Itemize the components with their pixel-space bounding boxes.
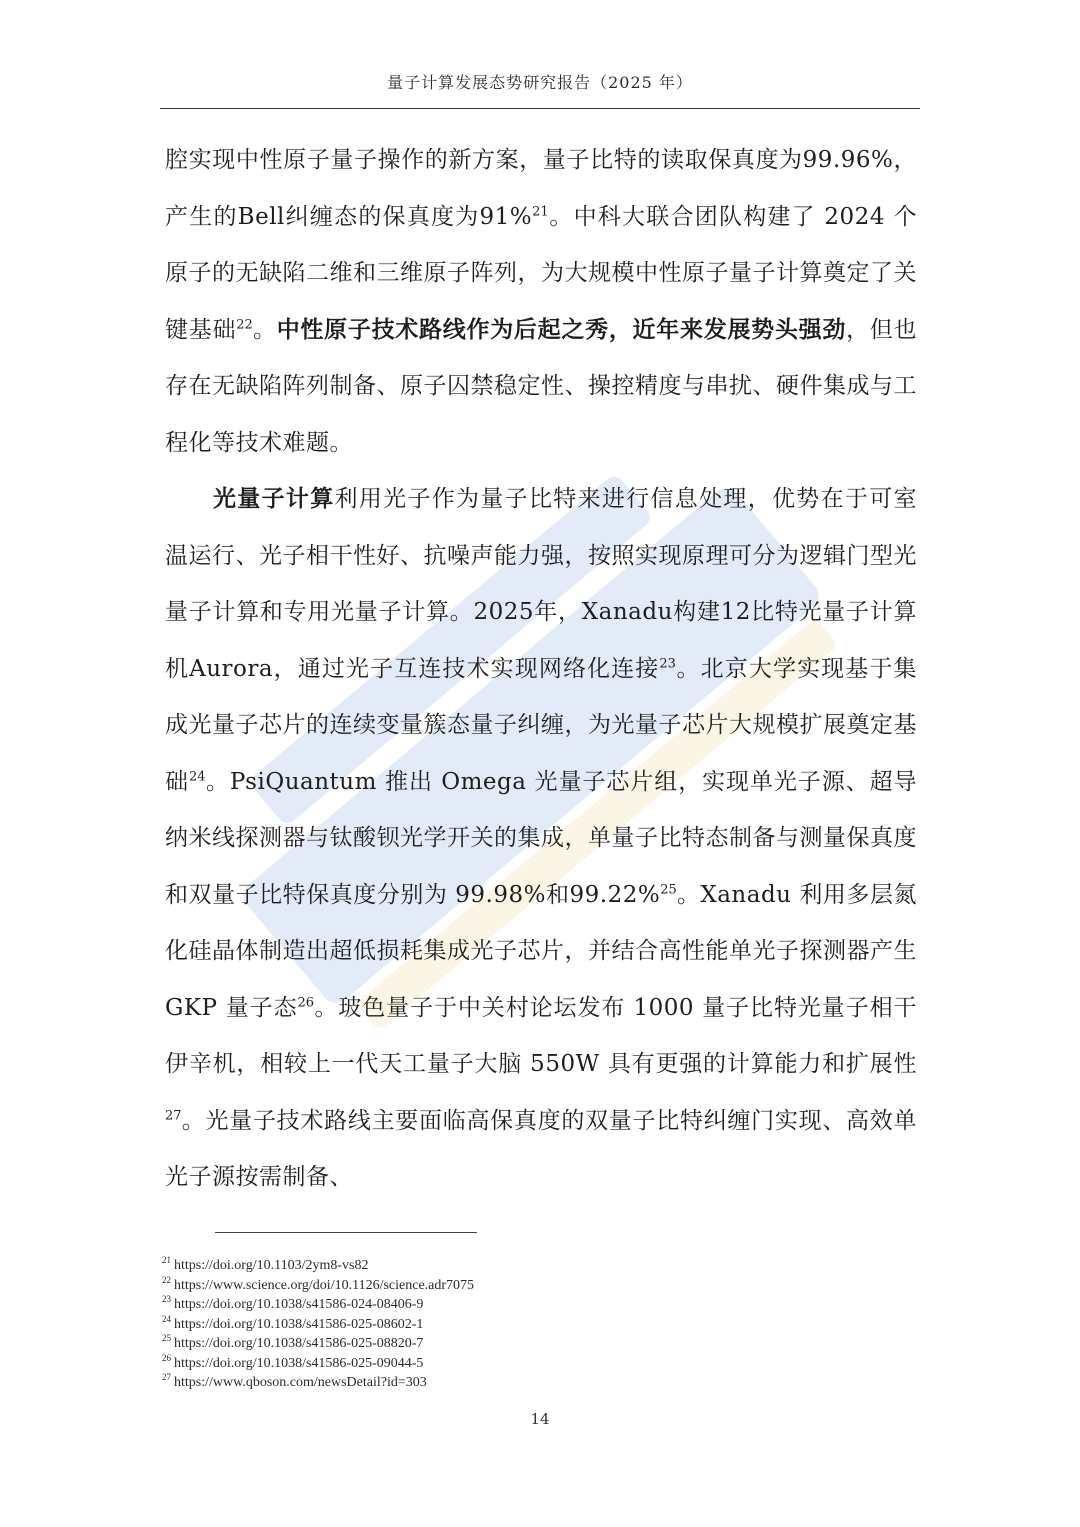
paragraph <box>165 132 917 471</box>
footnote-item <box>162 1276 474 1296</box>
footnote-rule <box>215 1232 477 1233</box>
footnote-ref: 22 <box>236 316 253 332</box>
header-rule <box>160 108 920 109</box>
footnote-link[interactable]: https://www.science.org/doi/10.1126/science.adr7075 <box>174 1277 475 1293</box>
text-run: 腔实现中性原子量子操作的新方案，量子比特的读取保真度为99.96%，产生的Bell纠缠态的保真度为91% <box>165 147 917 230</box>
text-run: 。 <box>252 316 277 343</box>
footnote-number: 21 <box>162 1255 171 1266</box>
footnote-ref: 25 <box>660 881 677 897</box>
bold-phrase: 中性原子技术路线作为后起之秀，近年来发展势头强劲 <box>276 316 847 343</box>
footnote-ref: 27 <box>165 1107 182 1123</box>
footnote-item <box>162 1334 474 1354</box>
text-run: 利用光子作为量子比特来进行信息处理，优势在于可室温运行、光子相干性好、抗噪声能力强，按照实现原理可分为逻辑门型光量子计算和专用光量子计算。2025年，Xanadu构建12比特光量子计算机Aurora，通过光子互连技术实现网络化连接 <box>165 486 918 682</box>
footnote-number: 22 <box>162 1274 171 1285</box>
footnote-item <box>162 1354 474 1374</box>
footnote-item <box>162 1373 474 1393</box>
footnote-item <box>162 1295 474 1315</box>
footnotes <box>162 1256 474 1393</box>
bold-phrase: 光量子计算 <box>213 486 335 512</box>
text-run: ，但也存在无缺陷阵列制备、原子囚禁稳定性、操控精度与串扰、硬件集成与工程化等技术难题。 <box>165 316 918 456</box>
footnote-link[interactable]: https://www.qboson.com/newsDetail?id=303 <box>174 1375 427 1390</box>
text-run: 。PsiQuantum 推出 Omega 光量子芯片组，实现单光子源、超导纳米线探测器与钛酸钡光学开关的集成，单量子比特态制备与测量保真度和双量子比特保真度分别为 99.98%和99.22% <box>165 768 918 908</box>
page-number: 14 <box>530 1410 550 1428</box>
footnote-item <box>162 1256 474 1276</box>
body-text <box>165 132 917 1206</box>
footnote-ref: 24 <box>188 768 206 784</box>
footnote-link[interactable]: https://doi.org/10.1038/s41586-025-09044-5 <box>174 1355 424 1371</box>
text-run: 。Xanadu 利用多层氮化硅晶体制造出超低损耗集成光子芯片，并结合高性能单光子探测器产生 GKP 量子态 <box>165 881 917 1021</box>
footnote-number: 23 <box>162 1294 171 1305</box>
footnote-link[interactable]: https://doi.org/10.1038/s41586-025-08602-1 <box>174 1316 424 1332</box>
footnote-ref: 21 <box>532 203 549 219</box>
text-run: 。北京大学实现基于集成光量子芯片的连续变量簇态量子纠缠，为光量子芯片大规模扩展奠定基础 <box>165 655 917 795</box>
footnote-number: 25 <box>162 1333 171 1344</box>
text-run: 。中科大联合团队构建了 2024 个原子的无缺陷二维和三维原子阵列，为大规模中性原子量子计算奠定了关键基础 <box>165 203 917 343</box>
footnote-item <box>162 1315 474 1335</box>
text-run: 。光量子技术路线主要面临高保真度的双量子比特纠缠门实现、高效单光子源按需制备、 <box>165 1107 917 1190</box>
footnote-ref: 23 <box>659 655 676 671</box>
paragraph <box>165 471 917 1206</box>
running-header: 量子计算发展态势研究报告（2025 年） <box>387 73 693 92</box>
text-run: 。玻色量子于中关村论坛发布 1000 量子比特光量子相干伊辛机，相较上一代天工量子大脑 550W 具有更强的计算能力和扩展性 <box>165 994 918 1077</box>
footnote-link[interactable]: https://doi.org/10.1038/s41586-025-08820-7 <box>174 1336 424 1351</box>
footnote-ref: 26 <box>297 994 315 1010</box>
footnote-link[interactable]: https://doi.org/10.1103/2ym8-vs82 <box>174 1258 369 1273</box>
footnote-number: 26 <box>162 1352 171 1363</box>
footnote-number: 27 <box>162 1372 171 1383</box>
footnote-number: 24 <box>162 1313 171 1324</box>
footnote-link[interactable]: https://doi.org/10.1038/s41586-024-08406-9 <box>174 1297 424 1312</box>
